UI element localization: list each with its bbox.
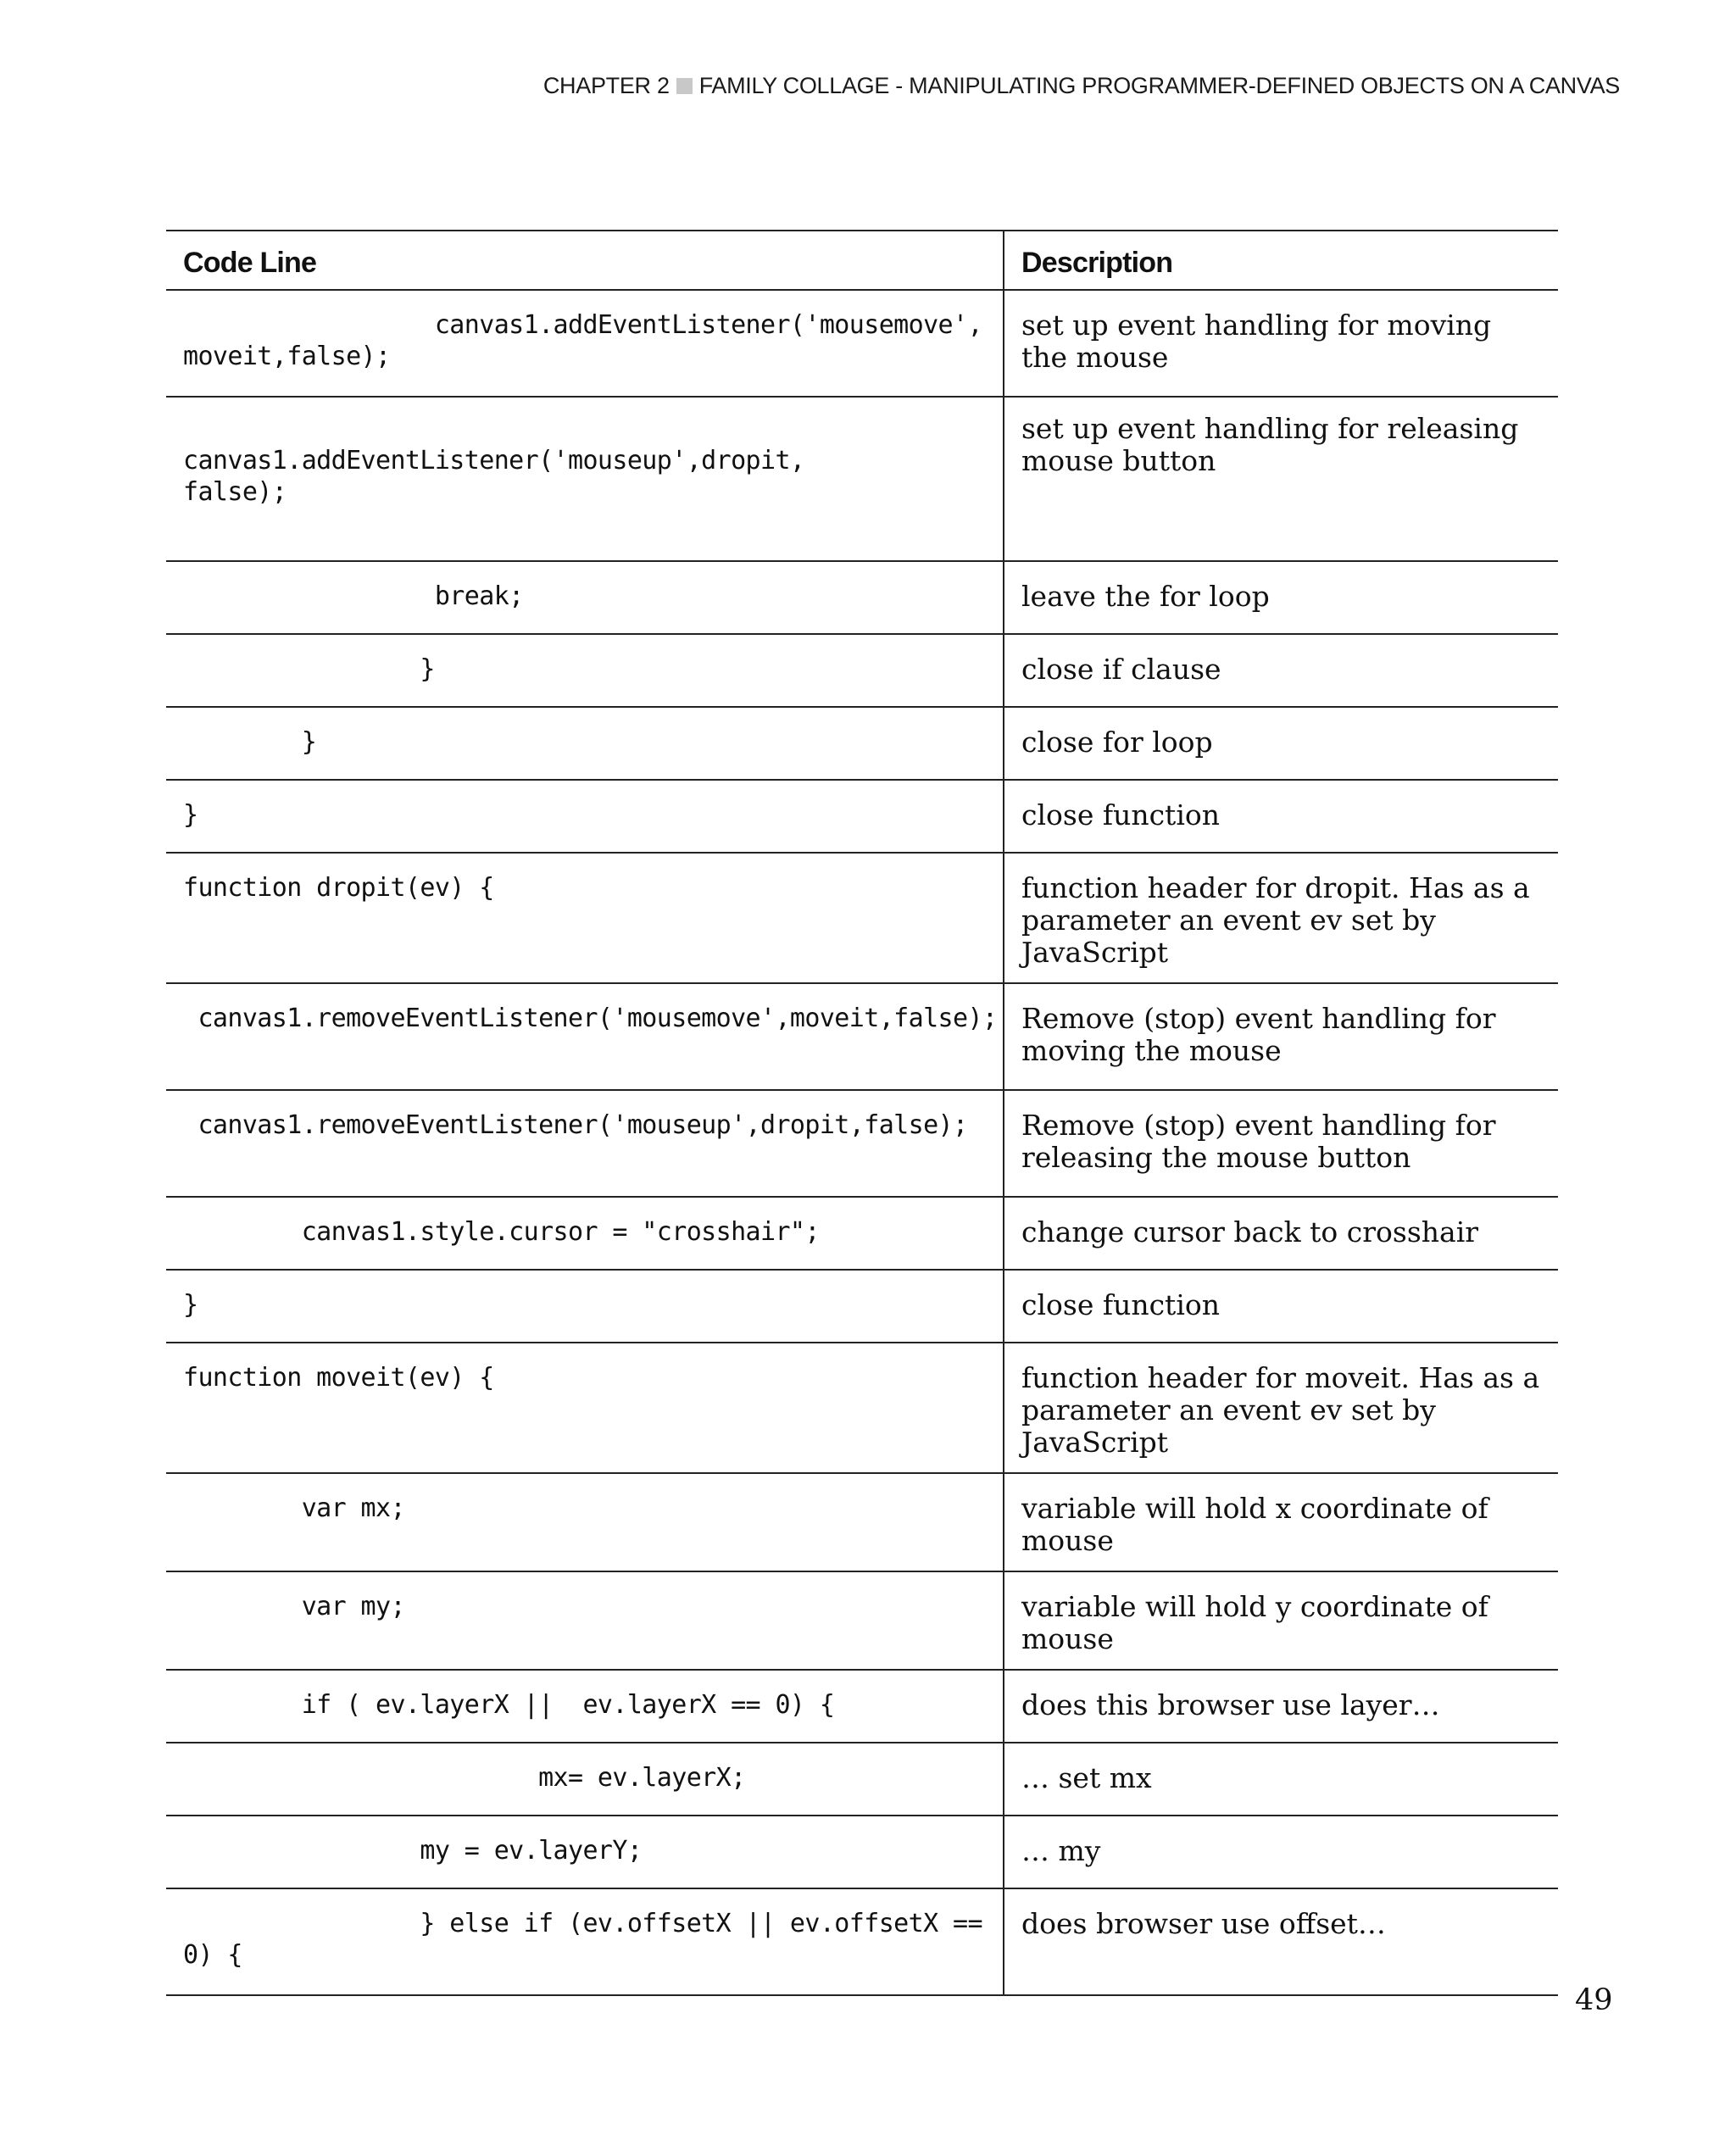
table-row	[166, 1197, 1558, 1270]
description-cell: variable will hold y coordinate of mouse	[1004, 1571, 1558, 1670]
description-cell: function header for moveit. Has as a parameter an event ev set by JavaScript	[1004, 1343, 1558, 1473]
code-cell: }	[166, 634, 1004, 707]
code-cell: my = ev.layerY;	[166, 1816, 1004, 1888]
description-cell: set up event handling for moving the mouse	[1004, 290, 1558, 397]
description-cell: Remove (stop) event handling for moving the mouse	[1004, 983, 1558, 1090]
table-row	[166, 1343, 1558, 1473]
code-cell: }	[166, 1270, 1004, 1343]
description-cell: change cursor back to crosshair	[1004, 1197, 1558, 1270]
column-header-description: Description	[1004, 231, 1558, 290]
description-cell: close function	[1004, 780, 1558, 853]
table-row	[166, 1473, 1558, 1571]
description-cell: … set mx	[1004, 1743, 1558, 1816]
table-row	[166, 1888, 1558, 1995]
description-cell: close for loop	[1004, 707, 1558, 780]
description-cell: variable will hold x coordinate of mouse	[1004, 1473, 1558, 1571]
table-row	[166, 853, 1558, 983]
table-row	[166, 707, 1558, 780]
table-row	[166, 561, 1558, 634]
code-cell: canvas1.removeEventListener('mousemove',moveit,false);	[166, 983, 1004, 1090]
code-cell: var my;	[166, 1571, 1004, 1670]
table-row	[166, 1743, 1558, 1816]
table-row	[166, 397, 1558, 561]
description-cell: does this browser use layer…	[1004, 1670, 1558, 1743]
description-cell: … my	[1004, 1816, 1558, 1888]
code-cell: }	[166, 707, 1004, 780]
description-cell: leave the for loop	[1004, 561, 1558, 634]
description-cell: Remove (stop) event handling for releasing the mouse button	[1004, 1090, 1558, 1197]
code-cell: canvas1.style.cursor = "crosshair";	[166, 1197, 1004, 1270]
code-cell: }	[166, 780, 1004, 853]
table-row	[166, 1670, 1558, 1743]
table-row	[166, 290, 1558, 397]
code-cell: if ( ev.layerX || ev.layerX == 0) {	[166, 1670, 1004, 1743]
description-cell: close function	[1004, 1270, 1558, 1343]
square-separator-icon	[676, 78, 693, 94]
table-header-row	[166, 231, 1558, 290]
code-cell: canvas1.addEventListener('mouseup',dropit, false);	[166, 397, 1004, 561]
table-row	[166, 1816, 1558, 1888]
code-cell: var mx;	[166, 1473, 1004, 1571]
code-description-table	[166, 230, 1558, 1996]
page-number: 49	[1575, 1983, 1613, 2017]
code-cell: canvas1.addEventListener('mousemove', moveit,false);	[166, 290, 1004, 397]
table-row	[166, 983, 1558, 1090]
table-row	[166, 1571, 1558, 1670]
code-cell: canvas1.removeEventListener('mouseup',dropit,false);	[166, 1090, 1004, 1197]
code-cell: function dropit(ev) {	[166, 853, 1004, 983]
chapter-title: FAMILY COLLAGE - MANIPULATING PROGRAMMER-DEFINED OBJECTS ON A CANVAS	[698, 73, 1620, 98]
code-cell: function moveit(ev) {	[166, 1343, 1004, 1473]
table-row	[166, 1090, 1558, 1197]
description-cell: does browser use offset…	[1004, 1888, 1558, 1995]
code-cell: mx= ev.layerX;	[166, 1743, 1004, 1816]
running-head	[543, 73, 1620, 99]
code-cell: break;	[166, 561, 1004, 634]
description-cell: close if clause	[1004, 634, 1558, 707]
description-cell: set up event handling for releasing mouse button	[1004, 397, 1558, 561]
table-row	[166, 780, 1558, 853]
description-cell: function header for dropit. Has as a parameter an event ev set by JavaScript	[1004, 853, 1558, 983]
chapter-label: CHAPTER 2	[542, 73, 670, 98]
code-cell: } else if (ev.offsetX || ev.offsetX == 0) {	[166, 1888, 1004, 1995]
table-row	[166, 634, 1558, 707]
table-row	[166, 1270, 1558, 1343]
column-header-code: Code Line	[166, 231, 1004, 290]
